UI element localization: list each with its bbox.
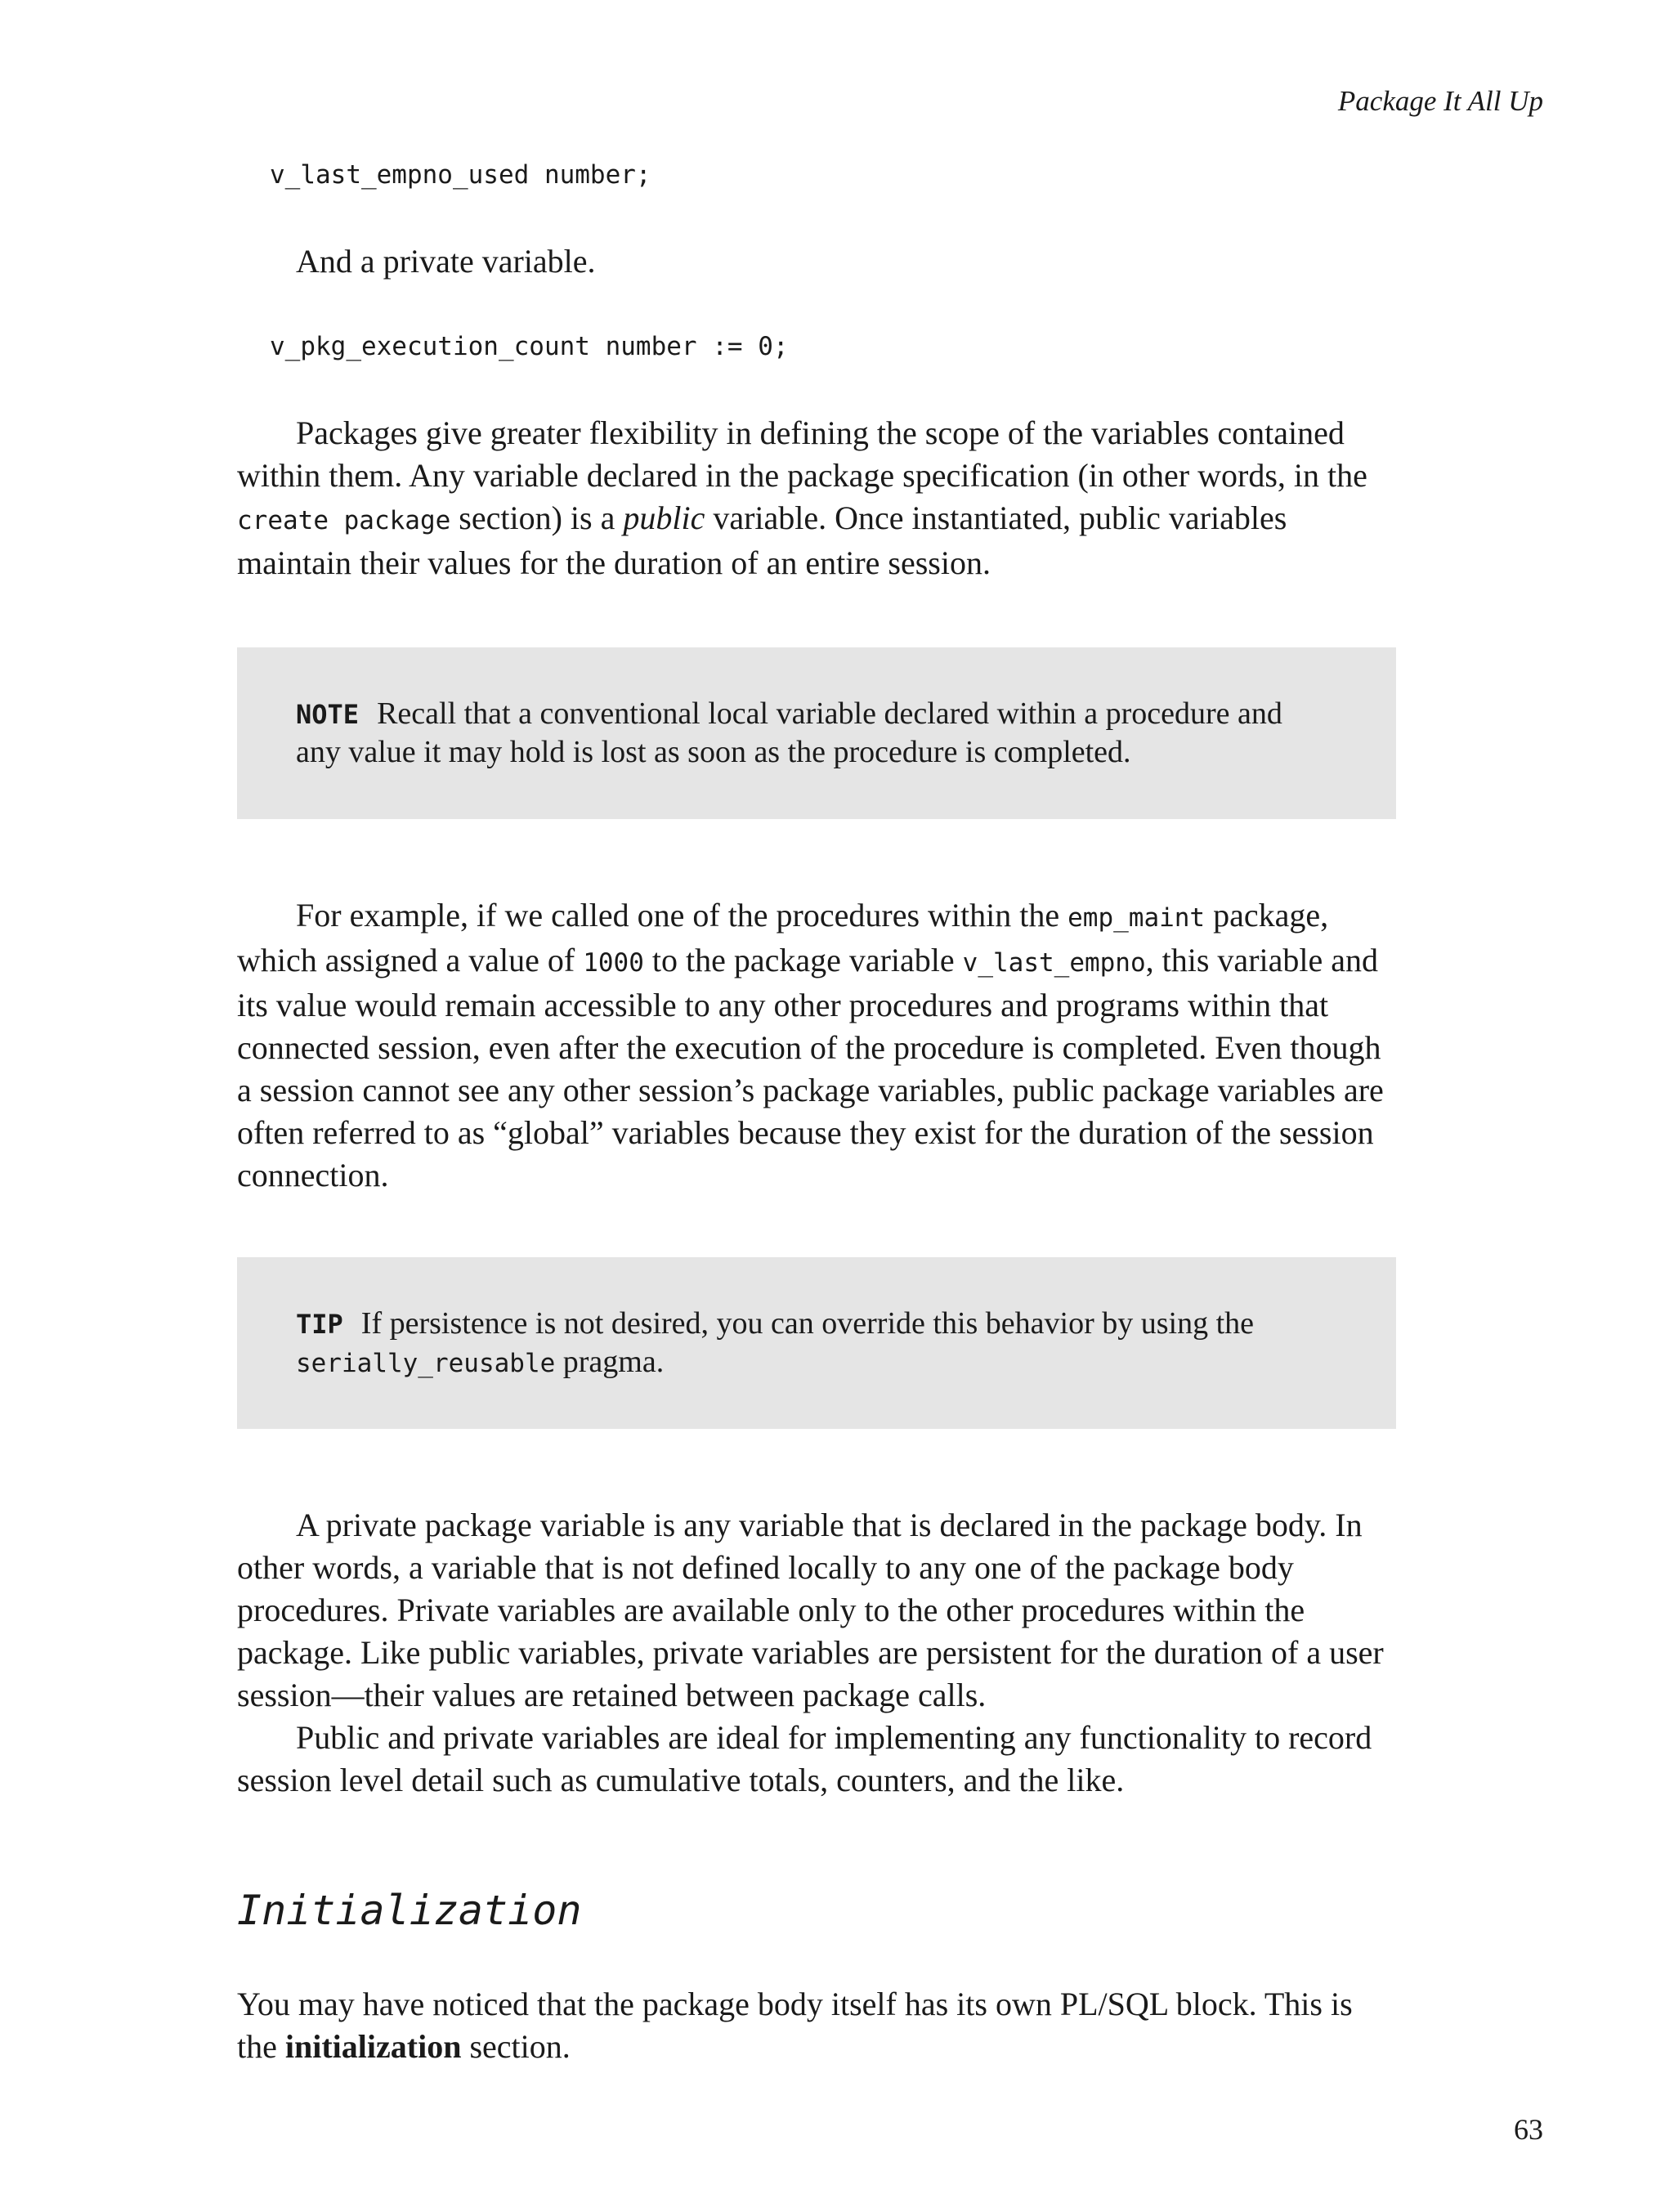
strong-initialization: initialization <box>284 2028 462 2065</box>
intro-text: And a private variable. <box>296 243 596 280</box>
inline-code-v-last-empno: v_last_empno <box>962 948 1146 978</box>
para2-text-3: to the package variable <box>643 942 963 978</box>
para1-text-3: variable. Once instantiated, public variables maintain their values for the duration of an entire session. <box>237 499 1287 581</box>
inline-code-1000: 1000 <box>583 948 644 978</box>
para3-text: A private package variable is any variable that is declared in the package body. In other words, a variable that is not defined locally to any one of the package body procedures. Private variables are available only to the other procedures within the package. Like public variables, private variables are persistent for the duration of a user session—their values are retained between package calls. <box>237 1507 1384 1713</box>
para5-text-1: You may have noticed that the package body itself has its own PL/SQL block. This is the <box>237 1986 1353 2065</box>
para2-text-1: For example, if we called one of the procedures within the <box>296 897 1068 934</box>
note-callout <box>237 647 1396 819</box>
page-number: 63 <box>1514 2113 1543 2146</box>
inline-code-emp-maint: emp_maint <box>1068 903 1206 933</box>
tip-label: TIP <box>296 1309 343 1340</box>
emphasis-public: public <box>623 499 705 536</box>
para5-text-2: section. <box>461 2028 571 2065</box>
para2-text-2: package, which assigned a value of <box>237 897 1329 978</box>
code-line-last-empno: v_last_empno_used number; <box>270 160 651 190</box>
para4-text: Public and private variables are ideal for implementing any functionality to record session level detail such as cumulative totals, counters, and the like. <box>237 1719 1372 1798</box>
note-text: Recall that a conventional local variable declared within a procedure and any value it may hold is lost as soon as the procedure is completed. <box>296 696 1282 769</box>
para2-text-4: , this variable and its value would remain accessible to any other procedures and programs within that connected session, even after the execution of the procedure is completed. Even though a session cannot see any other session’s package variables, public package variables are often referred to as “global” variables because they exist for the duration of the session connection. <box>237 942 1384 1193</box>
section-heading: Initialization <box>237 1887 582 1934</box>
para1-text-2: section) is a <box>450 499 624 536</box>
tip-callout <box>237 1257 1396 1429</box>
code-line-execution-count: v_pkg_execution_count number := 0; <box>270 332 789 361</box>
paragraph-private-variables <box>237 1504 1398 1802</box>
tip-text-1: If persistence is not desired, you can override this behavior by using the <box>360 1306 1254 1341</box>
paragraph-initialization <box>237 1983 1398 2068</box>
note-label: NOTE <box>296 699 360 730</box>
inline-code-create-package: create package <box>237 506 451 535</box>
para1-text-1: Packages give greater flexibility in defining the scope of the variables contained within them. Any variable declared in the package specification (in other words, in the <box>237 414 1367 494</box>
tip-text-2: pragma. <box>555 1345 665 1379</box>
paragraph-scope <box>237 412 1398 584</box>
running-header: Package It All Up <box>1337 85 1543 117</box>
private-variable-intro <box>237 240 1398 283</box>
inline-code-serially-reusable: serially_reusable <box>296 1349 556 1378</box>
paragraph-example <box>237 894 1398 1197</box>
